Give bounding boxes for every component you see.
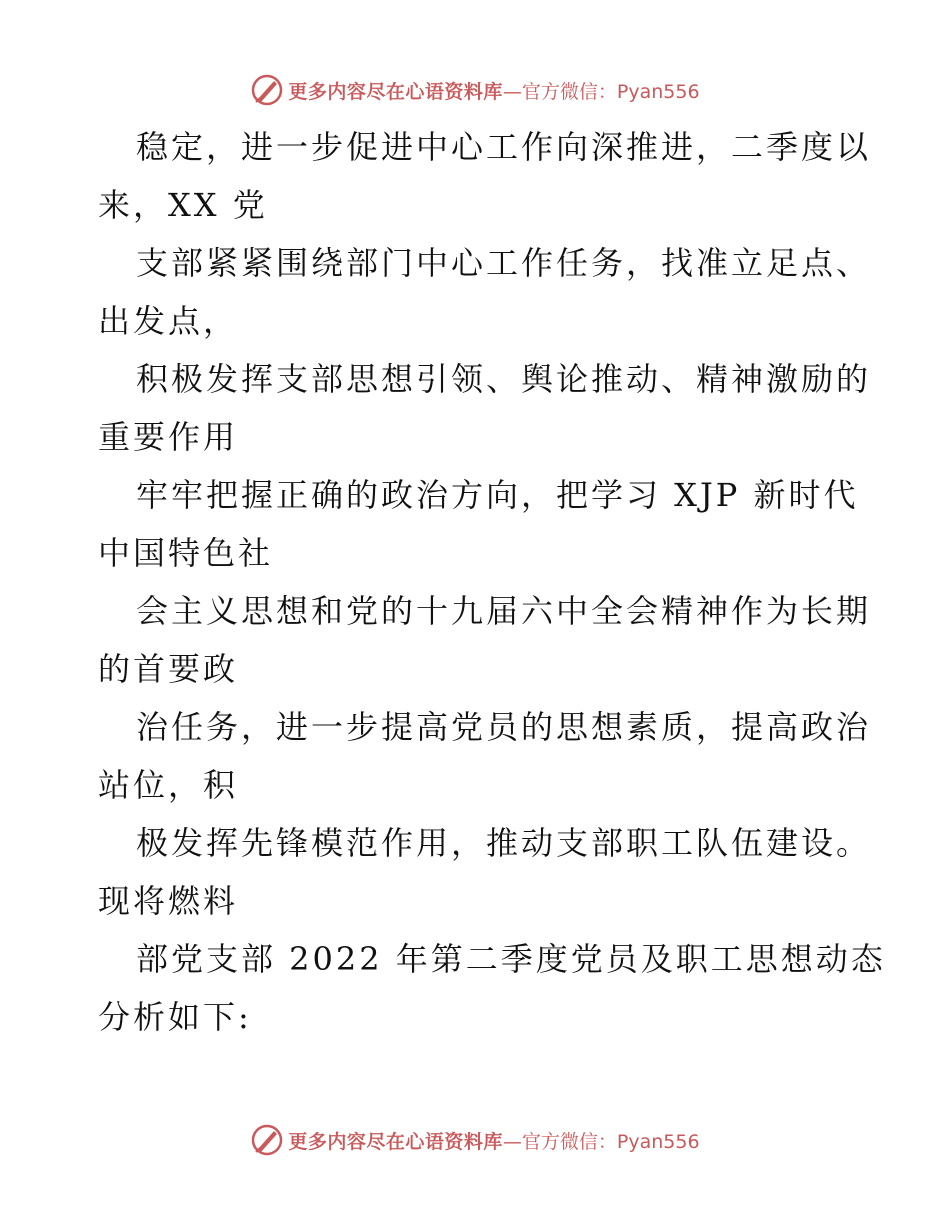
paragraph (98, 118, 872, 234)
paragraph (98, 350, 872, 466)
paragraph (98, 234, 872, 350)
paragraph-line: 稳定，进一步促进中心工作向深推进，二季度以 (136, 128, 872, 166)
paragraph-line: 现将燃料 (98, 882, 239, 920)
paragraph-line: 的首要政 (98, 650, 239, 688)
paragraph-line: 部党支部 2022 年第二季度党员及职工思想动态 (136, 940, 886, 978)
paragraph-line: 会主义思想和党的十九届六中全会精神作为长期 (136, 592, 872, 630)
paragraph-line: 出发点， (98, 302, 239, 340)
paragraph (98, 582, 872, 698)
watermark-brand: 更多内容尽在心语资料库 (288, 1130, 503, 1153)
paragraph-line: 积极发挥支部思想引领、舆论推动、精神激励的 (136, 360, 872, 398)
quill-logo-icon (250, 1123, 284, 1157)
paragraph-line: 支部紧紧围绕部门中心工作任务，找准立足点、 (136, 244, 872, 282)
paragraph-line: 分析如下: (98, 998, 252, 1036)
footer-watermark (0, 1120, 950, 1160)
quill-logo-icon (250, 73, 284, 107)
paragraph (98, 698, 872, 814)
paragraph (98, 930, 886, 1046)
paragraph (98, 466, 858, 582)
watermark-contact: —官方微信：Pyan556 (502, 80, 700, 103)
watermark-contact: —官方微信：Pyan556 (502, 1130, 700, 1153)
paragraph-line: 极发挥先锋模范作用，推动支部职工队伍建设。 (136, 824, 872, 862)
paragraph-line: 牢牢把握正确的政治方向，把学习 XJP 新时代 (136, 476, 859, 514)
paragraph-line: 治任务，进一步提高党员的思想素质，提高政治 (136, 708, 872, 746)
paragraph-line: 重要作用 (98, 418, 239, 456)
paragraph-line: 来，XX 党 (98, 186, 268, 224)
paragraph-line: 中国特色社 (98, 534, 274, 572)
paragraph (98, 814, 872, 930)
watermark-brand: 更多内容尽在心语资料库 (288, 80, 503, 103)
paragraph-line: 站位，积 (98, 766, 239, 804)
header-watermark (0, 70, 950, 110)
document-body (98, 118, 886, 1046)
